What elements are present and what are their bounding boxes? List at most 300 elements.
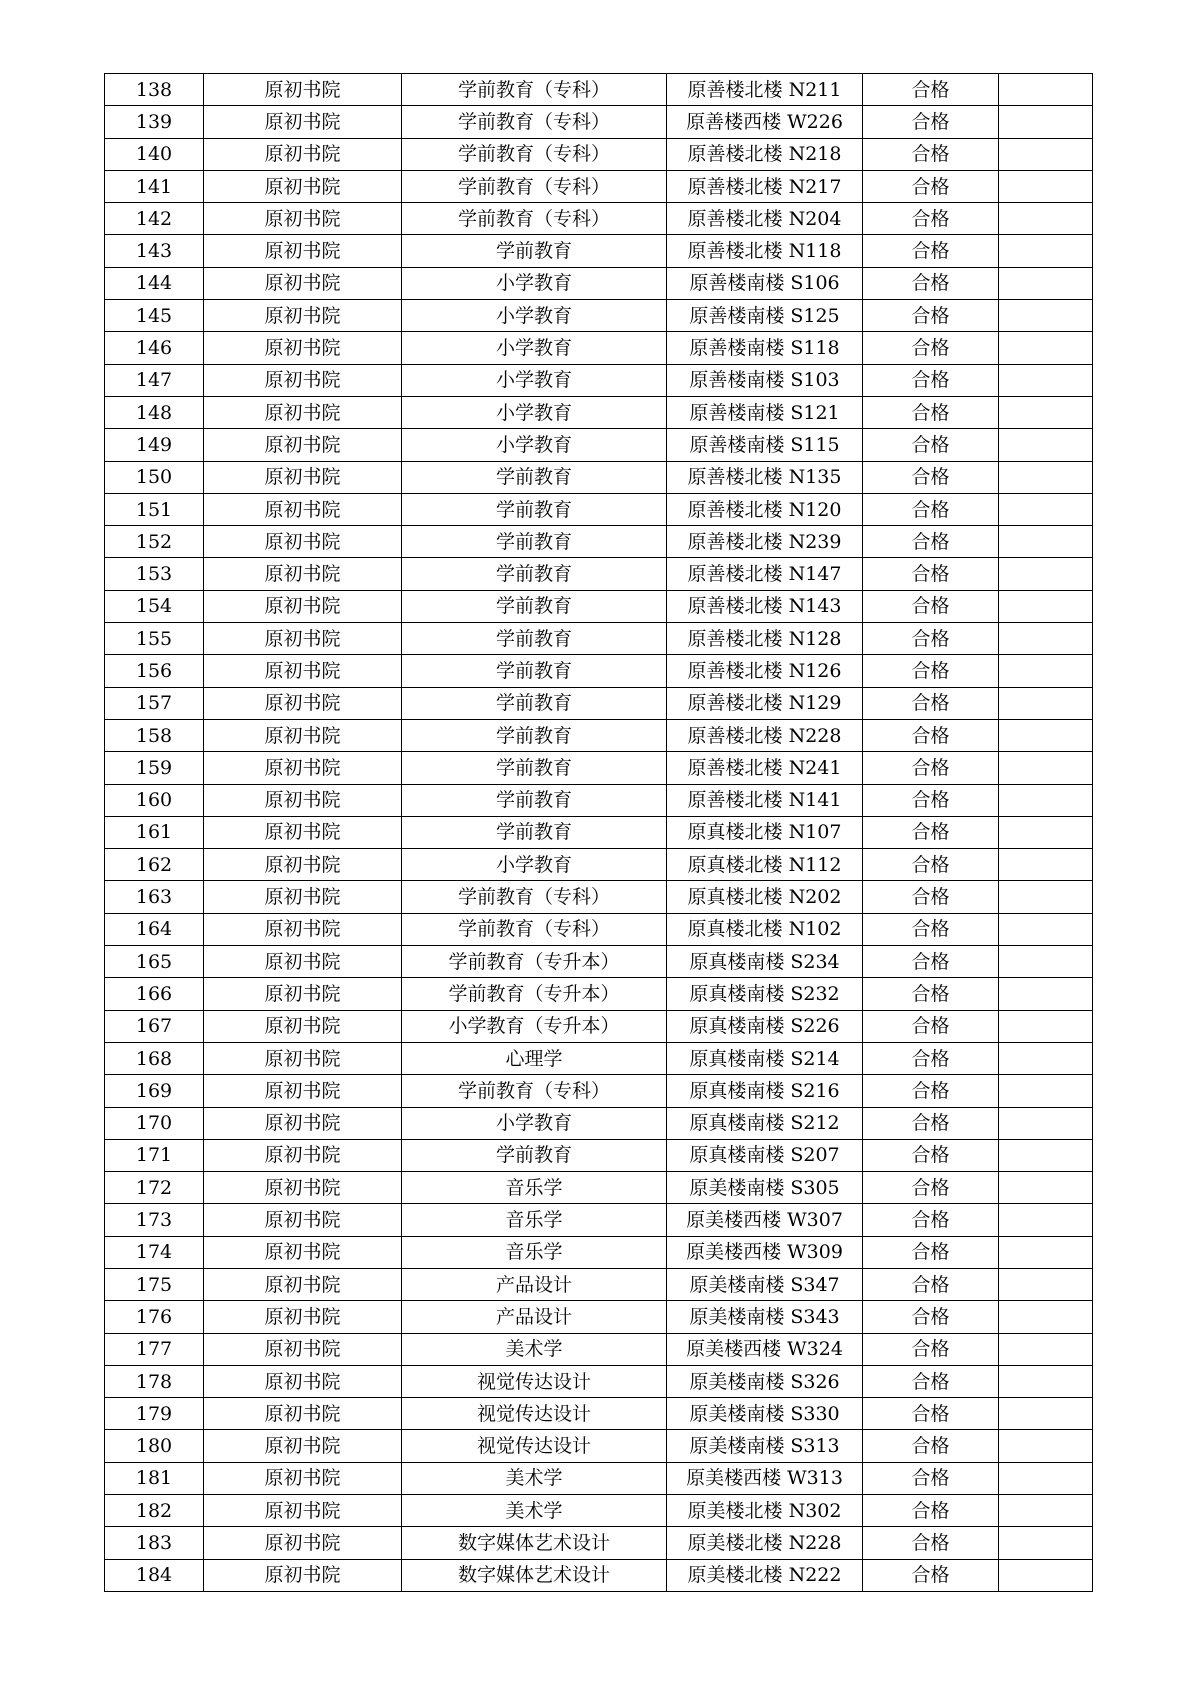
result-cell: 合格 bbox=[863, 1301, 999, 1333]
major-cell: 学前教育 bbox=[402, 655, 667, 687]
result-cell: 合格 bbox=[863, 1139, 999, 1171]
result-cell: 合格 bbox=[863, 138, 999, 170]
major-cell: 学前教育 bbox=[402, 784, 667, 816]
major-cell: 学前教育 bbox=[402, 623, 667, 655]
remark-cell bbox=[999, 1010, 1093, 1042]
result-cell: 合格 bbox=[863, 1365, 999, 1397]
major-cell: 小学教育 bbox=[402, 300, 667, 332]
remark-cell bbox=[999, 300, 1093, 332]
major-cell: 学前教育 bbox=[402, 1139, 667, 1171]
row-number-cell: 139 bbox=[105, 106, 204, 138]
college-cell: 原初书院 bbox=[204, 752, 402, 784]
remark-cell bbox=[999, 267, 1093, 299]
table-row bbox=[105, 1107, 1093, 1139]
remark-cell bbox=[999, 235, 1093, 267]
remark-cell bbox=[999, 170, 1093, 202]
table-row bbox=[105, 849, 1093, 881]
result-cell: 合格 bbox=[863, 881, 999, 913]
table-row bbox=[105, 590, 1093, 622]
remark-cell bbox=[999, 1042, 1093, 1074]
dorm-room-cell: 原真楼南楼 S232 bbox=[667, 978, 863, 1010]
college-cell: 原初书院 bbox=[204, 1107, 402, 1139]
row-number-cell: 174 bbox=[105, 1236, 204, 1268]
remark-cell bbox=[999, 719, 1093, 751]
result-cell: 合格 bbox=[863, 849, 999, 881]
table-row bbox=[105, 1010, 1093, 1042]
college-cell: 原初书院 bbox=[204, 1139, 402, 1171]
result-cell: 合格 bbox=[863, 300, 999, 332]
remark-cell bbox=[999, 74, 1093, 106]
dorm-room-cell: 原真楼南楼 S234 bbox=[667, 946, 863, 978]
remark-cell bbox=[999, 1333, 1093, 1365]
table-body bbox=[105, 74, 1093, 1592]
row-number-cell: 164 bbox=[105, 913, 204, 945]
dorm-room-cell: 原善楼北楼 N126 bbox=[667, 655, 863, 687]
college-cell: 原初书院 bbox=[204, 1204, 402, 1236]
dorm-room-cell: 原美楼西楼 W313 bbox=[667, 1462, 863, 1494]
row-number-cell: 170 bbox=[105, 1107, 204, 1139]
remark-cell bbox=[999, 364, 1093, 396]
remark-cell bbox=[999, 558, 1093, 590]
college-cell: 原初书院 bbox=[204, 1042, 402, 1074]
major-cell: 学前教育 bbox=[402, 719, 667, 751]
result-cell: 合格 bbox=[863, 461, 999, 493]
row-number-cell: 144 bbox=[105, 267, 204, 299]
table-row bbox=[105, 784, 1093, 816]
result-cell: 合格 bbox=[863, 332, 999, 364]
row-number-cell: 173 bbox=[105, 1204, 204, 1236]
major-cell: 学前教育 bbox=[402, 461, 667, 493]
dorm-room-cell: 原美楼南楼 S343 bbox=[667, 1301, 863, 1333]
remark-cell bbox=[999, 396, 1093, 428]
table-row bbox=[105, 913, 1093, 945]
college-cell: 原初书院 bbox=[204, 1301, 402, 1333]
result-cell: 合格 bbox=[863, 1559, 999, 1591]
table-row bbox=[105, 235, 1093, 267]
dorm-room-cell: 原善楼西楼 W226 bbox=[667, 106, 863, 138]
remark-cell bbox=[999, 623, 1093, 655]
dorm-room-cell: 原美楼北楼 N228 bbox=[667, 1527, 863, 1559]
major-cell: 数字媒体艺术设计 bbox=[402, 1559, 667, 1591]
table-row bbox=[105, 1172, 1093, 1204]
result-cell: 合格 bbox=[863, 364, 999, 396]
major-cell: 产品设计 bbox=[402, 1268, 667, 1300]
remark-cell bbox=[999, 332, 1093, 364]
college-cell: 原初书院 bbox=[204, 364, 402, 396]
major-cell: 学前教育 bbox=[402, 235, 667, 267]
remark-cell bbox=[999, 1398, 1093, 1430]
table-row bbox=[105, 138, 1093, 170]
dorm-room-cell: 原善楼北楼 N241 bbox=[667, 752, 863, 784]
table-row bbox=[105, 1333, 1093, 1365]
result-cell: 合格 bbox=[863, 1042, 999, 1074]
remark-cell bbox=[999, 203, 1093, 235]
college-cell: 原初书院 bbox=[204, 106, 402, 138]
result-cell: 合格 bbox=[863, 429, 999, 461]
table-row bbox=[105, 1398, 1093, 1430]
row-number-cell: 175 bbox=[105, 1268, 204, 1300]
table-row bbox=[105, 623, 1093, 655]
row-number-cell: 154 bbox=[105, 590, 204, 622]
dorm-room-cell: 原善楼北楼 N211 bbox=[667, 74, 863, 106]
row-number-cell: 153 bbox=[105, 558, 204, 590]
table-row bbox=[105, 267, 1093, 299]
major-cell: 小学教育 bbox=[402, 267, 667, 299]
remark-cell bbox=[999, 978, 1093, 1010]
table-row bbox=[105, 655, 1093, 687]
remark-cell bbox=[999, 946, 1093, 978]
result-cell: 合格 bbox=[863, 170, 999, 202]
dorm-room-cell: 原善楼北楼 N141 bbox=[667, 784, 863, 816]
remark-cell bbox=[999, 1495, 1093, 1527]
result-cell: 合格 bbox=[863, 816, 999, 848]
table-row bbox=[105, 1430, 1093, 1462]
row-number-cell: 152 bbox=[105, 526, 204, 558]
college-cell: 原初书院 bbox=[204, 526, 402, 558]
dorm-room-cell: 原善楼北楼 N204 bbox=[667, 203, 863, 235]
college-cell: 原初书院 bbox=[204, 881, 402, 913]
college-cell: 原初书院 bbox=[204, 1559, 402, 1591]
table-row bbox=[105, 396, 1093, 428]
row-number-cell: 167 bbox=[105, 1010, 204, 1042]
result-cell: 合格 bbox=[863, 1398, 999, 1430]
table-row bbox=[105, 881, 1093, 913]
college-cell: 原初书院 bbox=[204, 461, 402, 493]
college-cell: 原初书院 bbox=[204, 1462, 402, 1494]
college-cell: 原初书院 bbox=[204, 784, 402, 816]
table-row bbox=[105, 461, 1093, 493]
dorm-room-cell: 原善楼北楼 N218 bbox=[667, 138, 863, 170]
dorm-room-cell: 原善楼北楼 N120 bbox=[667, 493, 863, 525]
college-cell: 原初书院 bbox=[204, 590, 402, 622]
row-number-cell: 146 bbox=[105, 332, 204, 364]
row-number-cell: 151 bbox=[105, 493, 204, 525]
major-cell: 视觉传达设计 bbox=[402, 1398, 667, 1430]
table-row bbox=[105, 946, 1093, 978]
remark-cell bbox=[999, 429, 1093, 461]
dorm-room-cell: 原真楼南楼 S214 bbox=[667, 1042, 863, 1074]
college-cell: 原初书院 bbox=[204, 332, 402, 364]
result-cell: 合格 bbox=[863, 1107, 999, 1139]
table-row bbox=[105, 1204, 1093, 1236]
remark-cell bbox=[999, 1268, 1093, 1300]
result-cell: 合格 bbox=[863, 1172, 999, 1204]
remark-cell bbox=[999, 913, 1093, 945]
remark-cell bbox=[999, 1236, 1093, 1268]
remark-cell bbox=[999, 1107, 1093, 1139]
dorm-room-cell: 原美楼南楼 S313 bbox=[667, 1430, 863, 1462]
row-number-cell: 176 bbox=[105, 1301, 204, 1333]
major-cell: 小学教育 bbox=[402, 364, 667, 396]
dorm-room-cell: 原真楼南楼 S216 bbox=[667, 1075, 863, 1107]
row-number-cell: 181 bbox=[105, 1462, 204, 1494]
dorm-room-cell: 原善楼南楼 S121 bbox=[667, 396, 863, 428]
remark-cell bbox=[999, 526, 1093, 558]
result-cell: 合格 bbox=[863, 106, 999, 138]
dorm-room-cell: 原真楼南楼 S207 bbox=[667, 1139, 863, 1171]
college-cell: 原初书院 bbox=[204, 1172, 402, 1204]
major-cell: 学前教育（专科） bbox=[402, 203, 667, 235]
result-cell: 合格 bbox=[863, 687, 999, 719]
dorm-room-cell: 原真楼南楼 S212 bbox=[667, 1107, 863, 1139]
remark-cell bbox=[999, 849, 1093, 881]
row-number-cell: 171 bbox=[105, 1139, 204, 1171]
table-row bbox=[105, 1559, 1093, 1591]
major-cell: 学前教育 bbox=[402, 493, 667, 525]
table-row bbox=[105, 978, 1093, 1010]
table-row bbox=[105, 203, 1093, 235]
college-cell: 原初书院 bbox=[204, 203, 402, 235]
table-row bbox=[105, 687, 1093, 719]
college-cell: 原初书院 bbox=[204, 74, 402, 106]
major-cell: 音乐学 bbox=[402, 1236, 667, 1268]
remark-cell bbox=[999, 1075, 1093, 1107]
major-cell: 学前教育（专科） bbox=[402, 881, 667, 913]
row-number-cell: 166 bbox=[105, 978, 204, 1010]
remark-cell bbox=[999, 881, 1093, 913]
table-row bbox=[105, 1462, 1093, 1494]
college-cell: 原初书院 bbox=[204, 1398, 402, 1430]
remark-cell bbox=[999, 655, 1093, 687]
row-number-cell: 155 bbox=[105, 623, 204, 655]
college-cell: 原初书院 bbox=[204, 946, 402, 978]
table-row bbox=[105, 1301, 1093, 1333]
dorm-room-cell: 原美楼西楼 W324 bbox=[667, 1333, 863, 1365]
row-number-cell: 156 bbox=[105, 655, 204, 687]
college-cell: 原初书院 bbox=[204, 719, 402, 751]
remark-cell bbox=[999, 1559, 1093, 1591]
major-cell: 美术学 bbox=[402, 1495, 667, 1527]
dorm-room-cell: 原善楼北楼 N228 bbox=[667, 719, 863, 751]
college-cell: 原初书院 bbox=[204, 300, 402, 332]
remark-cell bbox=[999, 784, 1093, 816]
college-cell: 原初书院 bbox=[204, 493, 402, 525]
major-cell: 数字媒体艺术设计 bbox=[402, 1527, 667, 1559]
major-cell: 心理学 bbox=[402, 1042, 667, 1074]
result-cell: 合格 bbox=[863, 235, 999, 267]
table-row bbox=[105, 1139, 1093, 1171]
result-cell: 合格 bbox=[863, 1495, 999, 1527]
dorm-room-cell: 原真楼北楼 N112 bbox=[667, 849, 863, 881]
major-cell: 学前教育 bbox=[402, 558, 667, 590]
major-cell: 小学教育（专升本） bbox=[402, 1010, 667, 1042]
major-cell: 学前教育（专升本） bbox=[402, 978, 667, 1010]
dorm-room-cell: 原善楼北楼 N143 bbox=[667, 590, 863, 622]
college-cell: 原初书院 bbox=[204, 429, 402, 461]
college-cell: 原初书院 bbox=[204, 170, 402, 202]
major-cell: 小学教育 bbox=[402, 332, 667, 364]
result-cell: 合格 bbox=[863, 1075, 999, 1107]
table-row bbox=[105, 1075, 1093, 1107]
table-row bbox=[105, 300, 1093, 332]
major-cell: 视觉传达设计 bbox=[402, 1365, 667, 1397]
row-number-cell: 147 bbox=[105, 364, 204, 396]
result-cell: 合格 bbox=[863, 558, 999, 590]
dorm-room-cell: 原善楼南楼 S106 bbox=[667, 267, 863, 299]
row-number-cell: 140 bbox=[105, 138, 204, 170]
college-cell: 原初书院 bbox=[204, 396, 402, 428]
result-cell: 合格 bbox=[863, 1430, 999, 1462]
dorm-room-cell: 原美楼南楼 S330 bbox=[667, 1398, 863, 1430]
remark-cell bbox=[999, 493, 1093, 525]
dorm-room-cell: 原善楼南楼 S103 bbox=[667, 364, 863, 396]
row-number-cell: 158 bbox=[105, 719, 204, 751]
remark-cell bbox=[999, 138, 1093, 170]
dorm-room-cell: 原真楼北楼 N202 bbox=[667, 881, 863, 913]
major-cell: 学前教育（专科） bbox=[402, 106, 667, 138]
row-number-cell: 169 bbox=[105, 1075, 204, 1107]
row-number-cell: 165 bbox=[105, 946, 204, 978]
dorm-room-cell: 原美楼南楼 S305 bbox=[667, 1172, 863, 1204]
row-number-cell: 184 bbox=[105, 1559, 204, 1591]
dorm-room-cell: 原美楼西楼 W309 bbox=[667, 1236, 863, 1268]
dorm-room-cell: 原善楼南楼 S115 bbox=[667, 429, 863, 461]
table-row bbox=[105, 493, 1093, 525]
major-cell: 学前教育 bbox=[402, 687, 667, 719]
table-row bbox=[105, 752, 1093, 784]
dorm-room-cell: 原善楼北楼 N129 bbox=[667, 687, 863, 719]
major-cell: 视觉传达设计 bbox=[402, 1430, 667, 1462]
dorm-room-cell: 原美楼北楼 N302 bbox=[667, 1495, 863, 1527]
remark-cell bbox=[999, 1462, 1093, 1494]
college-cell: 原初书院 bbox=[204, 687, 402, 719]
row-number-cell: 182 bbox=[105, 1495, 204, 1527]
row-number-cell: 168 bbox=[105, 1042, 204, 1074]
college-cell: 原初书院 bbox=[204, 978, 402, 1010]
college-cell: 原初书院 bbox=[204, 655, 402, 687]
row-number-cell: 180 bbox=[105, 1430, 204, 1462]
table-row bbox=[105, 1527, 1093, 1559]
table-row bbox=[105, 106, 1093, 138]
major-cell: 小学教育 bbox=[402, 396, 667, 428]
row-number-cell: 157 bbox=[105, 687, 204, 719]
dorm-room-cell: 原美楼西楼 W307 bbox=[667, 1204, 863, 1236]
dorm-room-cell: 原真楼北楼 N107 bbox=[667, 816, 863, 848]
remark-cell bbox=[999, 461, 1093, 493]
table-row bbox=[105, 364, 1093, 396]
major-cell: 学前教育 bbox=[402, 752, 667, 784]
result-cell: 合格 bbox=[863, 396, 999, 428]
remark-cell bbox=[999, 590, 1093, 622]
result-cell: 合格 bbox=[863, 74, 999, 106]
college-cell: 原初书院 bbox=[204, 235, 402, 267]
college-cell: 原初书院 bbox=[204, 1268, 402, 1300]
dorm-room-cell: 原美楼南楼 S326 bbox=[667, 1365, 863, 1397]
remark-cell bbox=[999, 1430, 1093, 1462]
row-number-cell: 179 bbox=[105, 1398, 204, 1430]
college-cell: 原初书院 bbox=[204, 1075, 402, 1107]
table-row bbox=[105, 170, 1093, 202]
result-cell: 合格 bbox=[863, 1268, 999, 1300]
remark-cell bbox=[999, 816, 1093, 848]
dorm-room-cell: 原美楼北楼 N222 bbox=[667, 1559, 863, 1591]
dorm-room-cell: 原美楼南楼 S347 bbox=[667, 1268, 863, 1300]
remark-cell bbox=[999, 1365, 1093, 1397]
table-row bbox=[105, 719, 1093, 751]
college-cell: 原初书院 bbox=[204, 1333, 402, 1365]
remark-cell bbox=[999, 687, 1093, 719]
result-cell: 合格 bbox=[863, 623, 999, 655]
college-cell: 原初书院 bbox=[204, 623, 402, 655]
major-cell: 产品设计 bbox=[402, 1301, 667, 1333]
major-cell: 学前教育（专科） bbox=[402, 138, 667, 170]
remark-cell bbox=[999, 1139, 1093, 1171]
row-number-cell: 172 bbox=[105, 1172, 204, 1204]
dorm-room-cell: 原善楼北楼 N118 bbox=[667, 235, 863, 267]
college-cell: 原初书院 bbox=[204, 1495, 402, 1527]
row-number-cell: 145 bbox=[105, 300, 204, 332]
row-number-cell: 138 bbox=[105, 74, 204, 106]
result-cell: 合格 bbox=[863, 719, 999, 751]
table-row bbox=[105, 74, 1093, 106]
row-number-cell: 163 bbox=[105, 881, 204, 913]
major-cell: 学前教育（专升本） bbox=[402, 946, 667, 978]
college-cell: 原初书院 bbox=[204, 1010, 402, 1042]
result-cell: 合格 bbox=[863, 1236, 999, 1268]
college-cell: 原初书院 bbox=[204, 1430, 402, 1462]
dorm-room-cell: 原善楼北楼 N239 bbox=[667, 526, 863, 558]
dorm-room-cell: 原善楼北楼 N135 bbox=[667, 461, 863, 493]
result-cell: 合格 bbox=[863, 1010, 999, 1042]
dorm-room-cell: 原善楼北楼 N128 bbox=[667, 623, 863, 655]
major-cell: 学前教育（专科） bbox=[402, 913, 667, 945]
table-row bbox=[105, 332, 1093, 364]
college-cell: 原初书院 bbox=[204, 138, 402, 170]
remark-cell bbox=[999, 106, 1093, 138]
remark-cell bbox=[999, 752, 1093, 784]
row-number-cell: 162 bbox=[105, 849, 204, 881]
row-number-cell: 177 bbox=[105, 1333, 204, 1365]
row-number-cell: 183 bbox=[105, 1527, 204, 1559]
table-row bbox=[105, 1042, 1093, 1074]
major-cell: 学前教育 bbox=[402, 816, 667, 848]
college-cell: 原初书院 bbox=[204, 1527, 402, 1559]
college-cell: 原初书院 bbox=[204, 1365, 402, 1397]
row-number-cell: 161 bbox=[105, 816, 204, 848]
college-cell: 原初书院 bbox=[204, 1236, 402, 1268]
result-cell: 合格 bbox=[863, 493, 999, 525]
major-cell: 小学教育 bbox=[402, 1107, 667, 1139]
row-number-cell: 149 bbox=[105, 429, 204, 461]
dorm-room-cell: 原善楼南楼 S125 bbox=[667, 300, 863, 332]
remark-cell bbox=[999, 1527, 1093, 1559]
major-cell: 学前教育 bbox=[402, 526, 667, 558]
result-cell: 合格 bbox=[863, 655, 999, 687]
row-number-cell: 160 bbox=[105, 784, 204, 816]
dorm-room-cell: 原善楼南楼 S118 bbox=[667, 332, 863, 364]
row-number-cell: 141 bbox=[105, 170, 204, 202]
college-cell: 原初书院 bbox=[204, 816, 402, 848]
result-cell: 合格 bbox=[863, 784, 999, 816]
college-cell: 原初书院 bbox=[204, 849, 402, 881]
dorm-inspection-table bbox=[104, 73, 1093, 1592]
dorm-room-cell: 原真楼北楼 N102 bbox=[667, 913, 863, 945]
dorm-room-cell: 原善楼北楼 N217 bbox=[667, 170, 863, 202]
table-row bbox=[105, 429, 1093, 461]
table-row bbox=[105, 1268, 1093, 1300]
dorm-room-cell: 原善楼北楼 N147 bbox=[667, 558, 863, 590]
remark-cell bbox=[999, 1301, 1093, 1333]
table-row bbox=[105, 1365, 1093, 1397]
row-number-cell: 150 bbox=[105, 461, 204, 493]
major-cell: 音乐学 bbox=[402, 1172, 667, 1204]
major-cell: 学前教育（专科） bbox=[402, 170, 667, 202]
result-cell: 合格 bbox=[863, 203, 999, 235]
remark-cell bbox=[999, 1172, 1093, 1204]
table-row bbox=[105, 816, 1093, 848]
college-cell: 原初书院 bbox=[204, 913, 402, 945]
row-number-cell: 159 bbox=[105, 752, 204, 784]
